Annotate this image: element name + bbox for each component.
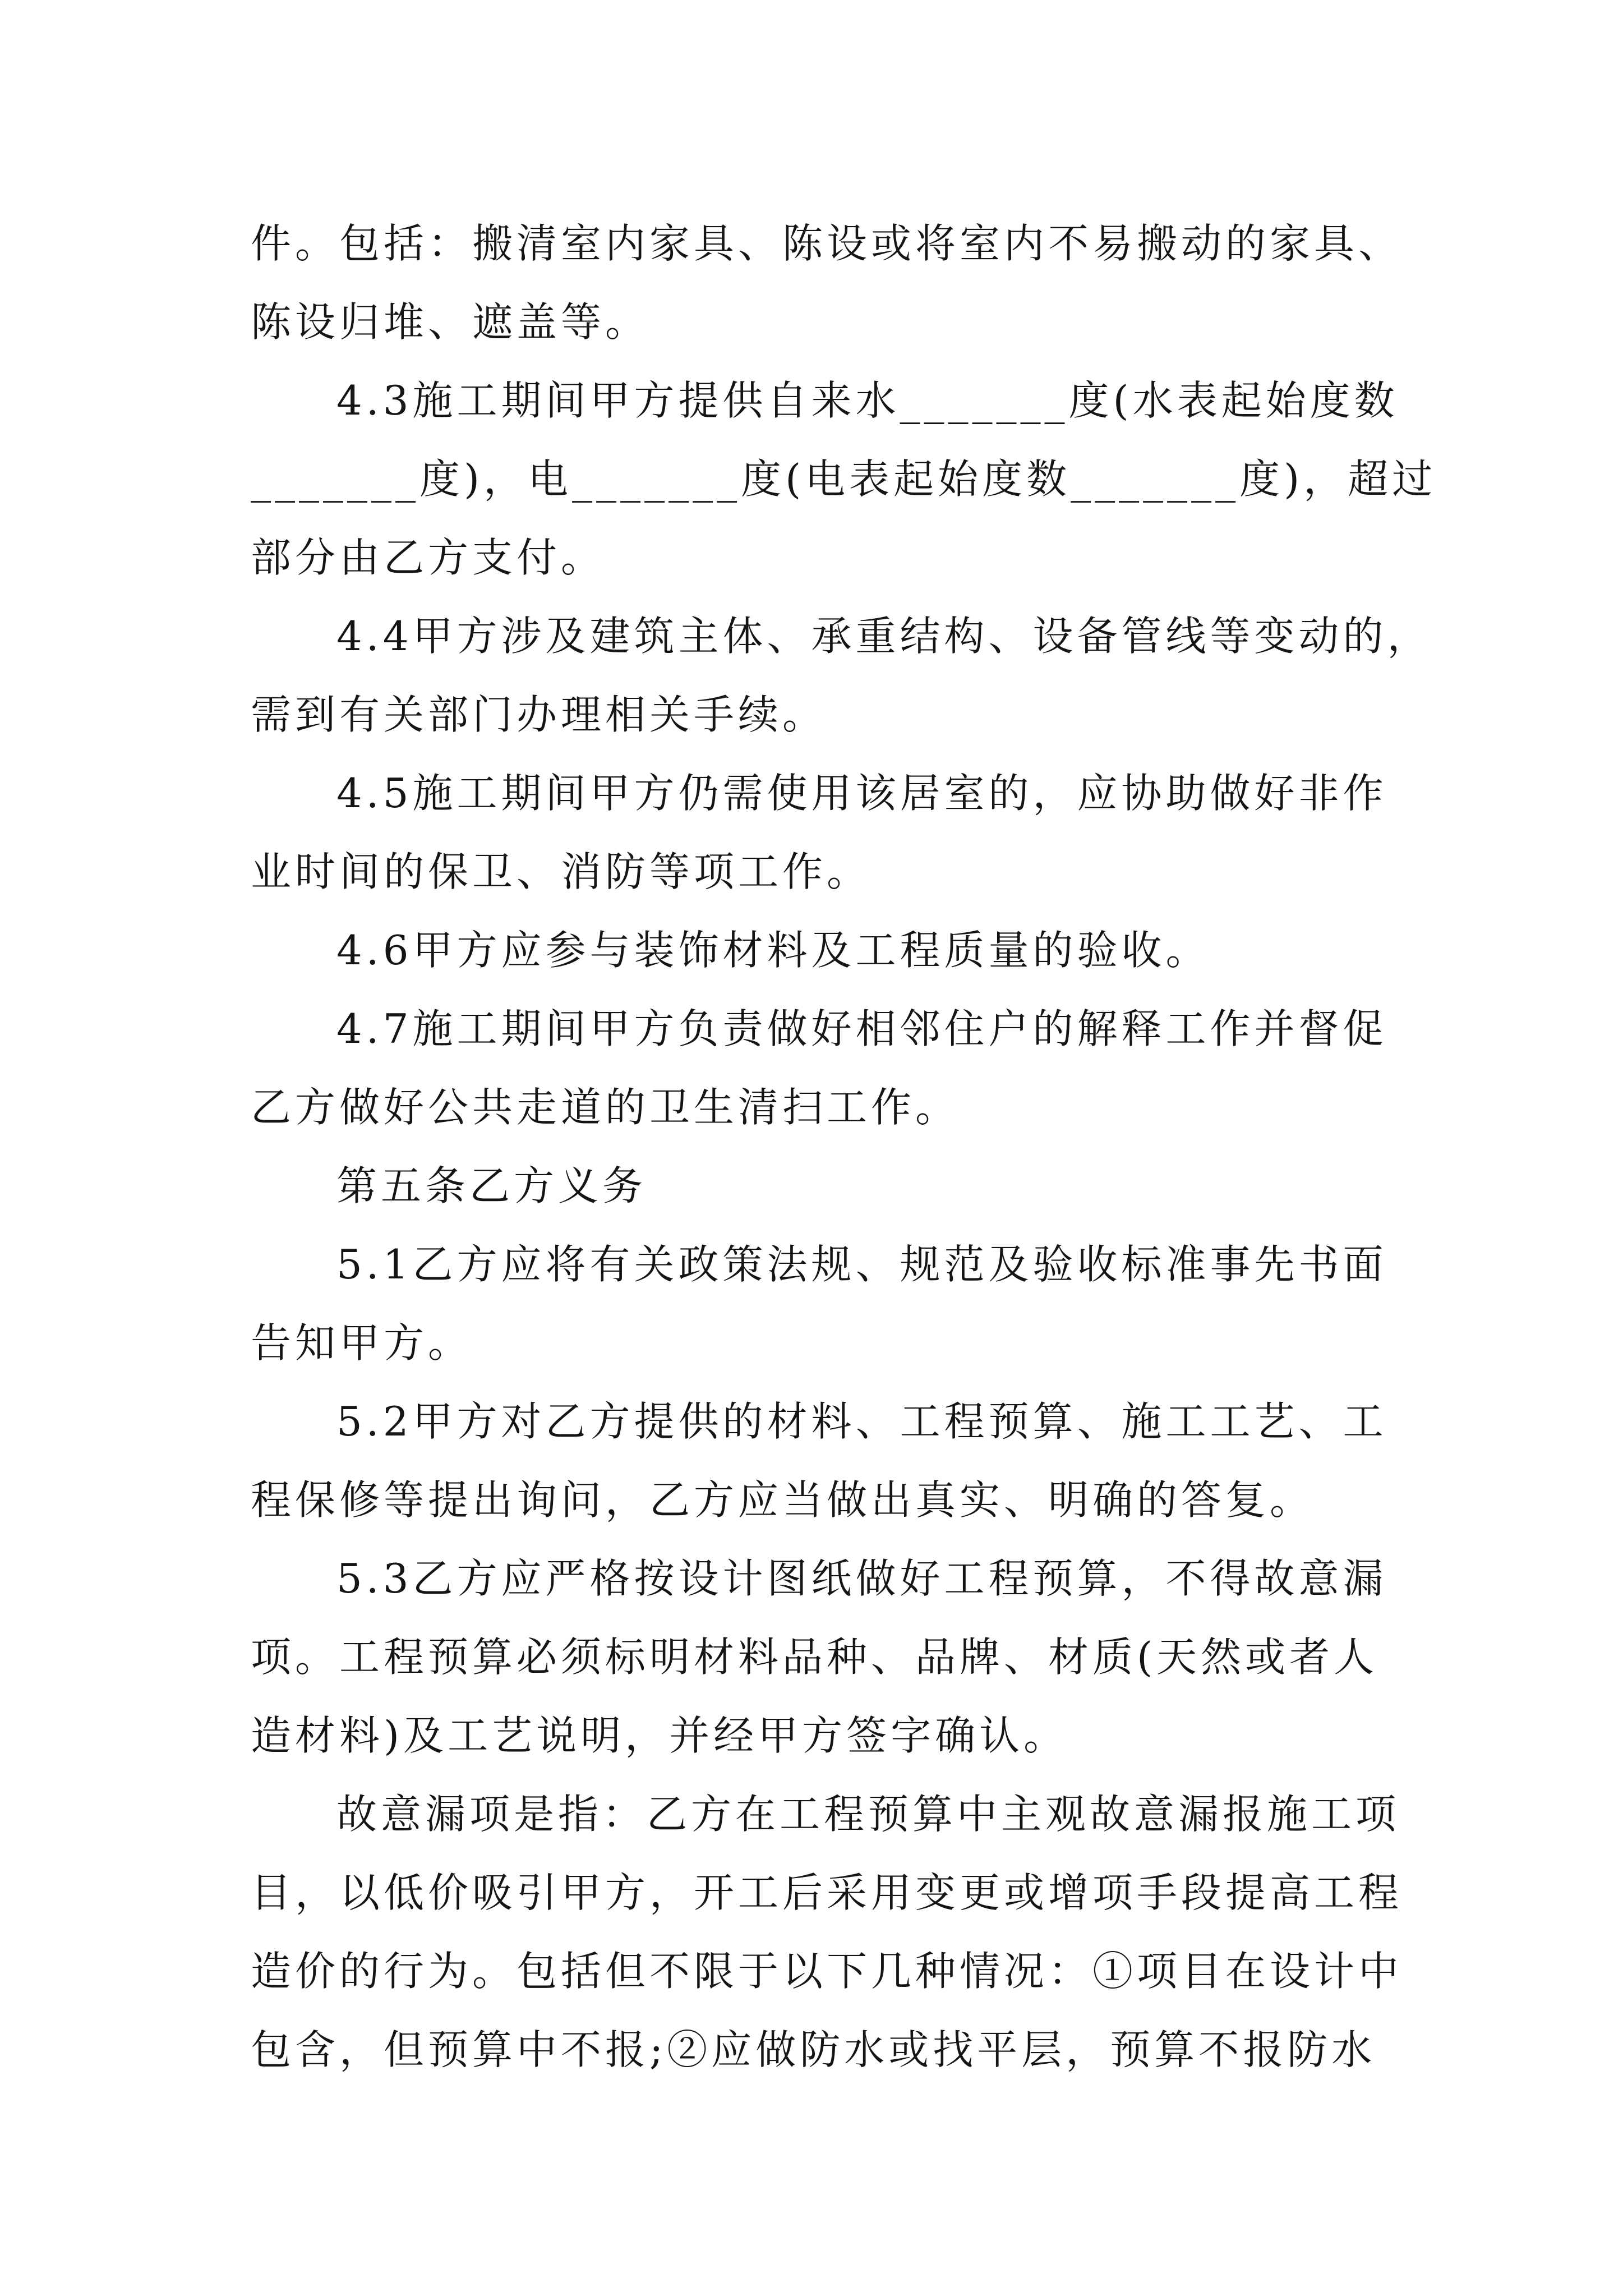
clause-4-3 [251,361,1513,597]
continued-paragraph [251,204,1513,361]
paragraph-line: 5.2甲方对乙方提供的材料、工程预算、施工工艺、工 [336,1398,1387,1445]
section-heading: 第五条乙方义务 [336,1162,647,1209]
paragraph-line: 程保修等提出询问，乙方应当做出真实、明确的答复。 [251,1476,1315,1524]
paragraph-line: 目，以低价吸引甲方，开工后采用变更或增项手段提高工程 [251,1869,1403,1916]
paragraph-line: 4.7施工期间甲方负责做好相邻住户的解释工作并督促 [336,1005,1387,1052]
paragraph-line: 4.4甲方涉及建筑主体、承重结构、设备管线等变动的， [336,613,1432,660]
paragraph-line: 5.1乙方应将有关政策法规、规范及验收标准事先书面 [336,1241,1387,1288]
paragraph-line: 告知甲方。 [251,1319,473,1366]
clause-4-6 [251,911,1513,990]
paragraph-line: 部分由乙方支付。 [251,534,606,581]
paragraph-line: 乙方做好公共走道的卫生清扫工作。 [251,1084,960,1131]
document-body [251,204,1513,2089]
paragraph-line: 4.3施工期间甲方提供自来水_______度(水表起始度数 [336,377,1399,424]
article-5-heading [251,1147,1513,1225]
paragraph-line: 4.5施工期间甲方仍需使用该居室的，应协助做好非作 [336,770,1387,817]
clause-5-2 [251,1382,1513,1539]
paragraph-line: 陈设归堆、遮盖等。 [251,298,650,346]
omission-definition-paragraph [251,1775,1513,2089]
clause-5-1 [251,1225,1513,1382]
paragraph-line: 件。包括：搬清室内家具、陈设或将室内不易搬动的家具、 [251,220,1403,267]
paragraph-line: 造材料)及工艺说明，并经甲方签字确认。 [251,1712,1068,1759]
paragraph-line: 5.3乙方应严格按设计图纸做好工程预算，不得故意漏 [336,1555,1387,1602]
clause-5-3 [251,1539,1513,1775]
paragraph-line: 业时间的保卫、消防等项工作。 [251,848,872,895]
paragraph-line: 造价的行为。包括但不限于以下几种情况：①项目在设计中 [251,1948,1403,1995]
clause-4-4 [251,597,1513,754]
paragraph-line: _______度)，电_______度(电表起始度数_______度)，超过 [251,455,1437,503]
paragraph-line: 需到有关部门办理相关手续。 [251,691,827,738]
clause-4-7 [251,990,1513,1147]
paragraph-line: 包含，但预算中不报;②应做防水或找平层，预算不报防水 [251,2026,1376,2073]
paragraph-line: 故意漏项是指：乙方在工程预算中主观故意漏报施工项 [336,1791,1400,1838]
paragraph-line: 项。工程预算必须标明材料品种、品牌、材质(天然或者人 [251,1634,1378,1681]
clause-4-5 [251,754,1513,911]
paragraph-line: 4.6甲方应参与装饰材料及工程质量的验收。 [336,927,1210,974]
